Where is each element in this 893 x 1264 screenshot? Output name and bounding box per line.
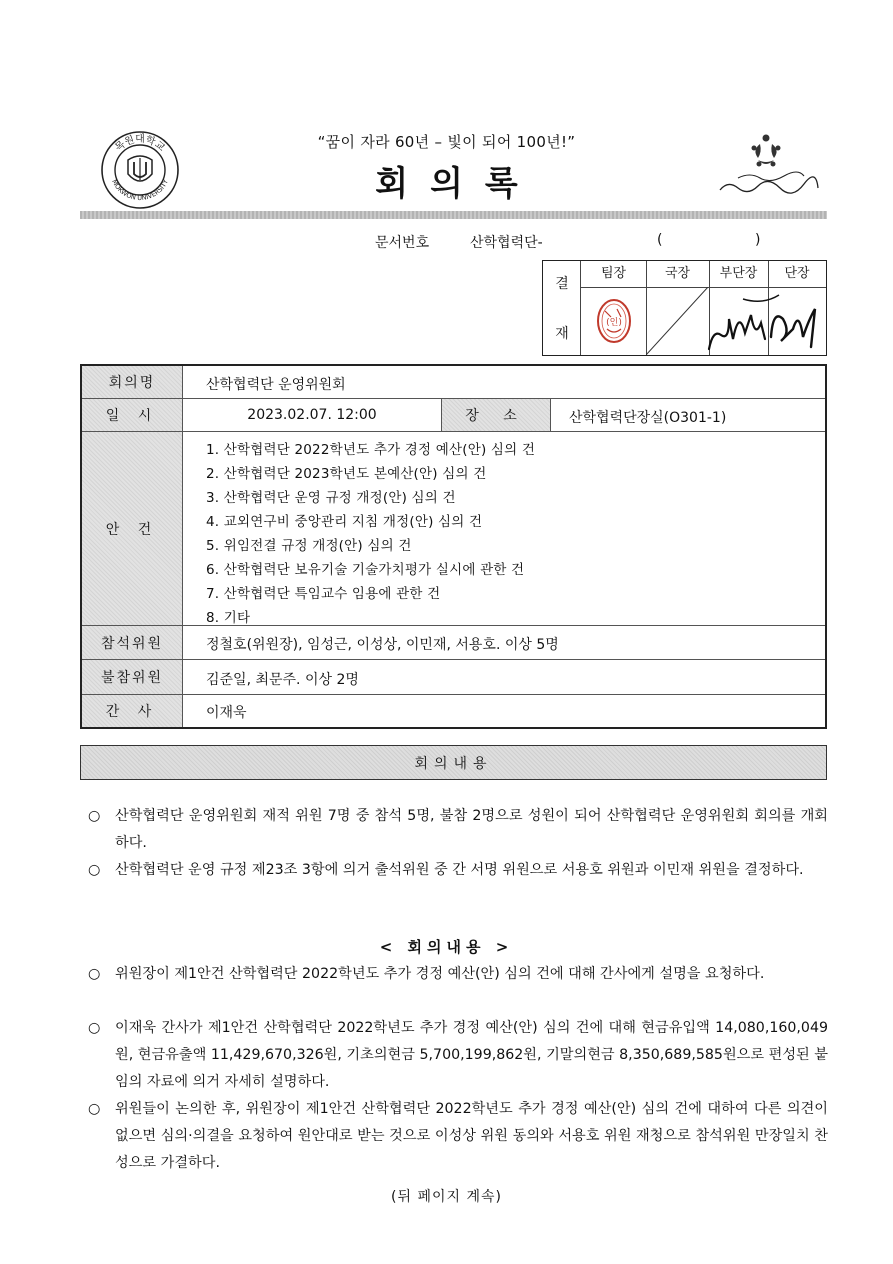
approval-header-director: 국장 <box>664 266 691 281</box>
meeting-name-value: 산학협력단 운영위원회 <box>206 377 346 393</box>
agenda-item: 1. 산학협력단 2022학년도 추가 경정 예산(안) 심의 건 <box>206 442 536 458</box>
datetime-value: 2023.02.07. 12:00 <box>247 407 377 423</box>
approval-header-team-lead: 팀장 <box>600 266 627 281</box>
content-heading: 회의내용 <box>80 745 827 780</box>
secretary-value: 이재욱 <box>206 705 247 721</box>
approval-label-top: 결 <box>555 276 569 292</box>
agenda-item: 4. 교외연구비 중앙관리 지침 개정(안) 심의 건 <box>206 514 483 530</box>
attendees-label: 참석위원 <box>82 626 183 659</box>
row-meeting-name <box>82 366 825 399</box>
meeting-info-table <box>80 364 827 729</box>
header-divider <box>80 211 827 219</box>
place-label: 장 소 <box>441 399 551 431</box>
content-item <box>88 961 828 988</box>
place-value: 산학협력단장실(O301-1) <box>569 410 727 426</box>
content-item <box>88 1015 828 1096</box>
datetime-label: 일 시 <box>82 399 183 431</box>
agenda-item: 7. 산학협력단 특임교수 임용에 관한 건 <box>206 586 441 602</box>
meeting-name-label: 회의명 <box>82 366 183 398</box>
doc-number-paren-close: ) <box>755 232 761 248</box>
agenda-item: 3. 산학협력단 운영 규정 개정(안) 심의 건 <box>206 490 456 506</box>
bullet-circle: ○ <box>88 862 101 878</box>
document-title: 회의록 <box>375 164 540 204</box>
bullet-circle: ○ <box>88 1101 101 1117</box>
approval-header-deputy: 부단장 <box>719 266 758 281</box>
doc-number-value: 산학협력단- <box>470 235 543 251</box>
approval-label-bottom: 재 <box>555 326 569 342</box>
seal-stamp-text: (인) <box>606 318 622 328</box>
absent-value: 김준일, 최문주. 이상 2명 <box>206 672 359 688</box>
seal-text-bottom: MOKWON UNIVERSITY <box>110 178 170 203</box>
absent-label: 불참위원 <box>82 660 183 694</box>
doc-number-label: 문서번호 <box>375 235 430 251</box>
bullet-circle: ○ <box>88 808 101 824</box>
content-item-text: 이재욱 간사가 제1안건 산학협력단 2022학년도 추가 경정 예산(안) 심의 건에 대해 현금유입액 14,080,160,049원, 현금유출액 11,429,670,326원, 기초의현금 5,700,199,862원, 기말의현금 8,350,689,585원으로 편성된 붙임의 자료에 의거 자세히 설명하다. <box>115 1020 828 1090</box>
content-item <box>88 1096 828 1177</box>
agenda-item: 5. 위임전결 규정 개정(안) 심의 건 <box>206 538 412 554</box>
secretary-label: 간 사 <box>82 695 183 727</box>
row-attendees <box>82 626 825 660</box>
doc-number-paren-open: ( <box>657 232 663 248</box>
agenda-label: 안 건 <box>82 432 183 625</box>
handwritten-signature-icon <box>703 289 827 355</box>
row-secretary <box>82 695 825 727</box>
content-subheading: < 회의내용 > <box>379 938 514 956</box>
approval-box <box>542 260 827 356</box>
slogan: “꿈이 자라 60년 – 빛이 되어 100년!” <box>317 133 576 151</box>
agenda-item: 6. 산학협력단 보유기술 기술가치평가 실시에 관한 건 <box>206 562 525 578</box>
approval-header-head: 단장 <box>784 266 810 281</box>
intro-text: 산학협력단 운영 규정 제23조 3항에 의거 출석위원 중 간 서명 위원으로 서용호 위원과 이민재 위원을 결정하다. <box>115 862 804 878</box>
intro-paragraph <box>88 857 828 884</box>
agenda-item: 8. 기타 <box>206 610 251 626</box>
seal-text-top: 목원대학교 <box>113 134 167 154</box>
intro-text: 산학협력단 운영위원회 재적 위원 7명 중 참석 5명, 불참 2명으로 성원이 되어 산학협력단 운영위원회 회의를 개회하다. <box>115 808 828 851</box>
seal-stamp-icon <box>595 297 633 345</box>
content-item-text: 위원장이 제1안건 산학협력단 2022학년도 추가 경정 예산(안) 심의 건에 대해 간사에게 설명을 요청하다. <box>115 966 765 982</box>
bullet-circle: ○ <box>88 966 101 982</box>
pinwheel-emblem-icon <box>708 130 826 208</box>
attendees-value: 정철호(위원장), 임성근, 이성상, 이민재, 서용호. 이상 5명 <box>206 637 559 653</box>
approval-diagonal-line <box>646 287 709 355</box>
row-agenda <box>82 432 825 626</box>
continued-note: (뒤 페이지 계속) <box>391 1189 502 1205</box>
bullet-circle: ○ <box>88 1020 101 1036</box>
content-item-text: 위원들이 논의한 후, 위원장이 제1안건 산학협력단 2022학년도 추가 경정 예산(안) 심의 건에 대하여 다른 의견이 없으면 심의·의결을 요청하여 원안대로 받는 것으로 이성상 위원 동의와 서용호 위원 재청으로 참석위원 만장일치 찬성으로 가결하다. <box>115 1101 828 1171</box>
agenda-item: 2. 산학협력단 2023학년도 본예산(안) 심의 건 <box>206 466 487 482</box>
intro-paragraph <box>88 803 828 857</box>
row-datetime-place <box>82 399 825 432</box>
row-absent <box>82 660 825 695</box>
